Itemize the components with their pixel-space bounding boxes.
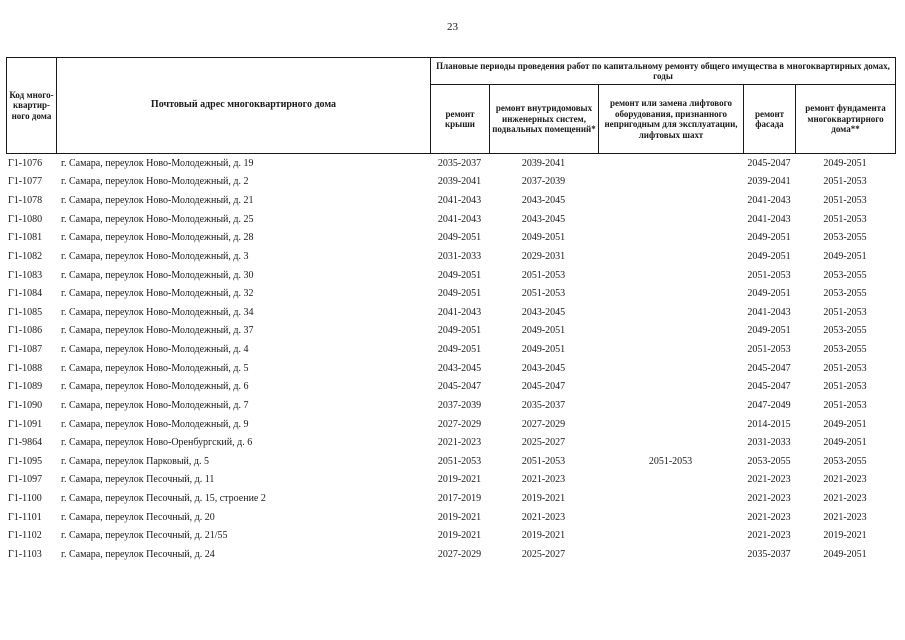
cell-address: г. Самара, переулок Ново-Молодежный, д. 25 [61,213,254,225]
cell-code: Г1-1078 [8,195,43,207]
cell-facade: 2014-2015 [747,418,791,430]
page-number: 23 [447,21,458,33]
cell-facade: 2051-2053 [747,269,791,281]
cell-systems: 2043-2045 [521,362,566,374]
cell-lift [598,508,743,527]
table-row [6,173,895,192]
cell-roof: 2051-2053 [437,455,482,467]
header-lift: ремонт или замена лифтового оборудования, признанного непригодным для эксплуатации, лифтовых шахт [599,85,744,154]
cell-lift [598,527,743,546]
table-row [6,340,895,359]
cell-code: Г1-1086 [8,325,43,337]
cell-systems: 2043-2045 [521,195,566,207]
header-systems: ремонт внутридомовых инженерных систем, подвальных помещений* [490,85,599,154]
cell-facade: 2041-2043 [747,306,791,318]
cell-lift [598,359,743,378]
cell-lift [598,471,743,490]
table-row [6,433,895,452]
table-row [6,396,895,415]
cell-code: Г1-1085 [8,306,43,318]
table-row [6,415,895,434]
cell-facade: 2047-2049 [747,399,791,411]
cell-lift [598,489,743,508]
table-row [6,471,895,490]
cell-foundation: 2049-2051 [823,437,867,449]
cell-address: г. Самара, переулок Ново-Молодежный, д. 5 [61,362,249,374]
cell-code: Г1-1081 [8,232,43,244]
cell-systems: 2043-2045 [521,213,566,225]
cell-code: Г1-1103 [8,548,42,560]
cell-code: Г1-1101 [8,511,42,523]
cell-foundation: 2051-2053 [823,306,867,318]
cell-foundation: 2051-2053 [823,195,867,207]
cell-code: Г1-1082 [8,250,43,262]
cell-code: Г1-1080 [8,213,43,225]
cell-systems: 2049-2051 [521,325,566,337]
table-row [6,266,895,285]
table-row [6,191,895,210]
cell-address: г. Самара, переулок Песочный, д. 20 [61,511,215,523]
table-row [6,545,895,564]
header-roof: ремонт крыши [431,85,490,154]
header-address: Почтовый адрес многоквартирного дома [57,58,431,154]
header-periods-group: Плановые периоды проведения работ по капитальному ремонту общего имущества в многоквартирных домах, годы [431,58,896,85]
cell-code: Г1-1088 [8,362,43,374]
cell-roof: 2045-2047 [437,381,482,393]
cell-facade: 2049-2051 [747,250,791,262]
cell-lift [598,340,743,359]
cell-roof: 2041-2043 [437,195,482,207]
cell-foundation: 2049-2051 [823,250,867,262]
cell-address: г. Самара, переулок Песочный, д. 15, строение 2 [61,493,266,505]
cell-foundation: 2019-2021 [823,530,867,542]
cell-address: г. Самара, переулок Парковый, д. 5 [61,455,209,467]
cell-code: Г1-1089 [8,381,43,393]
cell-roof: 2049-2051 [437,344,482,356]
cell-systems: 2021-2023 [521,511,566,523]
cell-facade: 2049-2051 [747,232,791,244]
cell-lift [598,154,743,173]
table-row [6,452,895,471]
cell-systems: 2027-2029 [521,418,566,430]
cell-facade: 2045-2047 [747,362,791,374]
table-row [6,247,895,266]
cell-roof: 2049-2051 [437,269,482,281]
cell-systems: 2025-2027 [521,437,566,449]
cell-roof: 2049-2051 [437,232,482,244]
cell-facade: 2049-2051 [747,288,791,300]
cell-facade: 2021-2023 [747,511,791,523]
cell-code: Г1-1095 [8,455,43,467]
cell-address: г. Самара, переулок Песочный, д. 21/55 [61,530,228,542]
cell-lift [598,396,743,415]
table-rows [6,154,895,564]
cell-roof: 2049-2051 [437,325,482,337]
cell-systems: 2039-2041 [521,157,566,169]
cell-foundation: 2051-2053 [823,399,867,411]
cell-lift [598,545,743,564]
cell-lift [598,433,743,452]
cell-roof: 2021-2023 [437,437,482,449]
cell-roof: 2027-2029 [437,548,482,560]
cell-address: г. Самара, переулок Ново-Молодежный, д. 28 [61,232,254,244]
cell-code: Г1-1097 [8,474,43,486]
cell-code: Г1-1102 [8,530,42,542]
table-row [6,359,895,378]
cell-foundation: 2051-2053 [823,381,867,393]
cell-systems: 2051-2053 [521,288,566,300]
header-facade: ремонт фасада [744,85,796,154]
table-row [6,527,895,546]
cell-code: Г1-1076 [8,157,43,169]
cell-address: г. Самара, переулок Ново-Молодежный, д. 37 [61,325,254,337]
table-body [6,154,895,564]
table-row [6,229,895,248]
cell-address: г. Самара, переулок Ново-Оренбургский, д. 6 [61,437,253,449]
table-row [6,154,895,173]
cell-code: Г1-1083 [8,269,43,281]
cell-foundation: 2049-2051 [823,157,867,169]
cell-foundation: 2053-2055 [823,269,867,281]
cell-roof: 2031-2033 [437,250,482,262]
cell-foundation: 2049-2051 [823,418,867,430]
cell-lift [598,173,743,192]
cell-lift: 2051-2053 [648,455,693,467]
table-row [6,378,895,397]
cell-foundation: 2051-2053 [823,213,867,225]
table-row [6,210,895,229]
cell-lift [598,284,743,303]
cell-facade: 2021-2023 [747,474,791,486]
cell-systems: 2049-2051 [521,232,566,244]
cell-foundation: 2053-2055 [823,288,867,300]
cell-facade: 2049-2051 [747,325,791,337]
cell-roof: 2041-2043 [437,306,482,318]
cell-systems: 2051-2053 [521,269,566,281]
cell-roof: 2037-2039 [437,399,482,411]
cell-facade: 2053-2055 [747,455,791,467]
cell-roof: 2019-2021 [437,530,482,542]
cell-foundation: 2053-2055 [823,232,867,244]
cell-address: г. Самара, переулок Ново-Молодежный, д. 2 [61,176,249,188]
cell-foundation: 2053-2055 [823,455,867,467]
cell-foundation: 2049-2051 [823,548,867,560]
cell-code: Г1-1087 [8,344,43,356]
cell-code: Г1-1090 [8,399,43,411]
table-header [6,57,896,154]
cell-facade: 2045-2047 [747,381,791,393]
cell-roof: 2027-2029 [437,418,482,430]
cell-facade: 2035-2037 [747,548,791,560]
cell-roof: 2019-2021 [437,511,482,523]
table-row [6,303,895,322]
cell-address: г. Самара, переулок Песочный, д. 24 [61,548,215,560]
cell-systems: 2035-2037 [521,399,566,411]
cell-address: г. Самара, переулок Ново-Молодежный, д. 7 [61,399,249,411]
cell-facade: 2045-2047 [747,157,791,169]
cell-address: г. Самара, переулок Ново-Молодежный, д. 4 [61,344,249,356]
table-row [6,284,895,303]
cell-facade: 2039-2041 [747,176,791,188]
cell-code: Г1-9864 [8,437,43,449]
cell-foundation: 2021-2023 [823,511,867,523]
cell-facade: 2021-2023 [747,530,791,542]
cell-code: Г1-1100 [8,493,42,505]
cell-address: г. Самара, переулок Ново-Молодежный, д. 19 [61,157,254,169]
cell-lift [598,191,743,210]
cell-systems: 2043-2045 [521,306,566,318]
cell-systems: 2019-2021 [521,493,566,505]
cell-foundation: 2053-2055 [823,344,867,356]
cell-systems: 2019-2021 [521,530,566,542]
cell-foundation: 2021-2023 [823,493,867,505]
cell-systems: 2049-2051 [521,344,566,356]
cell-address: г. Самара, переулок Ново-Молодежный, д. 30 [61,269,254,281]
cell-roof: 2017-2019 [437,493,482,505]
cell-facade: 2041-2043 [747,213,791,225]
cell-lift [598,229,743,248]
cell-address: г. Самара, переулок Ново-Молодежный, д. 6 [61,381,249,393]
cell-systems: 2021-2023 [521,474,566,486]
cell-address: г. Самара, переулок Песочный, д. 11 [61,474,215,486]
cell-roof: 2035-2037 [437,157,482,169]
cell-code: Г1-1084 [8,288,43,300]
cell-systems: 2051-2053 [521,455,566,467]
cell-lift [598,247,743,266]
table-row [6,508,895,527]
cell-foundation: 2051-2053 [823,176,867,188]
cell-foundation: 2051-2053 [823,362,867,374]
cell-address: г. Самара, переулок Ново-Молодежный, д. 32 [61,288,254,300]
cell-systems: 2029-2031 [521,250,566,262]
table-row [6,322,895,341]
cell-systems: 2037-2039 [521,176,566,188]
cell-roof: 2039-2041 [437,176,482,188]
cell-address: г. Самара, переулок Ново-Молодежный, д. 34 [61,306,254,318]
cell-facade: 2021-2023 [747,493,791,505]
cell-code: Г1-1091 [8,418,43,430]
header-foundation: ремонт фундамента многоквартирного дома** [796,85,896,154]
table-row [6,489,895,508]
header-code: Код много-квартир-ного дома [7,58,57,154]
capital-repair-register [6,57,895,564]
cell-facade: 2051-2053 [747,344,791,356]
cell-roof: 2049-2051 [437,288,482,300]
cell-address: г. Самара, переулок Ново-Молодежный, д. 3 [61,250,249,262]
cell-lift [598,322,743,341]
cell-lift [598,210,743,229]
cell-lift [598,378,743,397]
cell-roof: 2043-2045 [437,362,482,374]
cell-code: Г1-1077 [8,176,43,188]
cell-facade: 2031-2033 [747,437,791,449]
cell-facade: 2041-2043 [747,195,791,207]
cell-lift [598,303,743,322]
cell-lift [598,266,743,285]
cell-lift [598,415,743,434]
cell-roof: 2041-2043 [437,213,482,225]
cell-address: г. Самара, переулок Ново-Молодежный, д. 9 [61,418,249,430]
cell-foundation: 2021-2023 [823,474,867,486]
cell-roof: 2019-2021 [437,474,482,486]
cell-systems: 2045-2047 [521,381,566,393]
cell-address: г. Самара, переулок Ново-Молодежный, д. 21 [61,195,254,207]
cell-foundation: 2053-2055 [823,325,867,337]
cell-systems: 2025-2027 [521,548,566,560]
